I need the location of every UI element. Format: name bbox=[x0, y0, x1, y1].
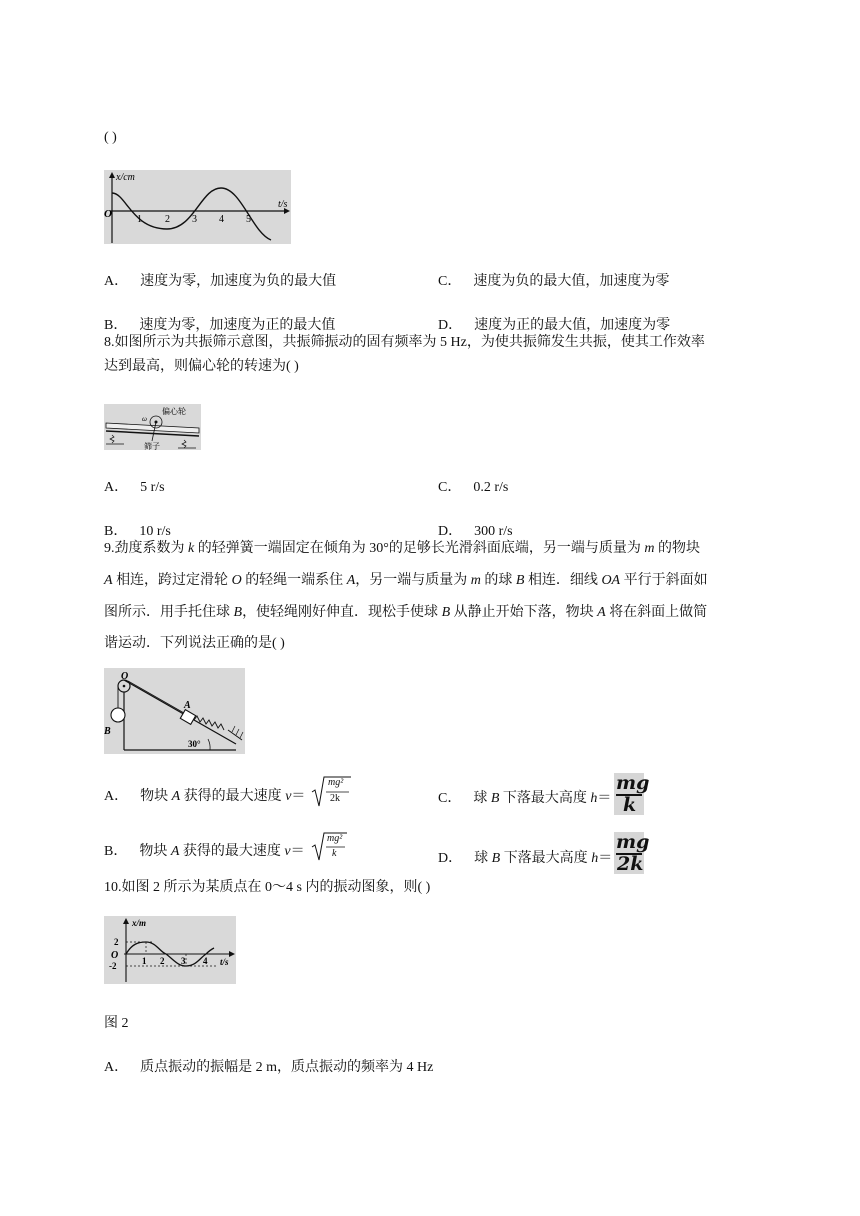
q10-tick-4: 4 bbox=[203, 956, 208, 966]
q9-var-B: B bbox=[233, 605, 243, 620]
q9-var-k: k bbox=[188, 541, 195, 556]
q8-stem-line2: 达到最高，则偏心轮的转速为( ) bbox=[104, 359, 299, 374]
q9-text: ，另一端与质量为 bbox=[355, 573, 471, 588]
q7-graph bbox=[104, 170, 291, 244]
q9-option-d-formula bbox=[614, 831, 650, 875]
q7-option-c-letter: C． bbox=[438, 274, 462, 289]
q9-option-d[interactable] bbox=[438, 847, 612, 867]
q9-equals: ＝ bbox=[597, 791, 612, 806]
q10-option-a[interactable] bbox=[104, 1056, 433, 1076]
q9-option-d-letter: D． bbox=[438, 851, 463, 866]
q9-var-A: A bbox=[346, 573, 356, 588]
q9-text: 物块 bbox=[139, 844, 171, 859]
q8-option-a-letter: A． bbox=[104, 480, 129, 495]
q9-option-b-denominator: k bbox=[332, 848, 337, 859]
q10-tick-3: 3 bbox=[181, 956, 186, 966]
q9-stem-line1 bbox=[104, 537, 700, 557]
q9-text: 的轻绳一端系住 bbox=[241, 573, 347, 588]
q9-text: 相连，跨过定滑轮 bbox=[112, 573, 232, 588]
q9-option-c-numerator: mg bbox=[616, 772, 650, 794]
q9-text: 获得的最大速度 bbox=[179, 844, 285, 859]
q7-tick-5: 5 bbox=[246, 214, 251, 225]
q9-option-d-denominator: 2k bbox=[617, 853, 644, 875]
q9-text: 图所示．用手托住球 bbox=[104, 605, 234, 620]
q7-stem-tail: ( ) bbox=[104, 130, 117, 145]
q9-var-A: A bbox=[597, 605, 606, 620]
q7-option-b-letter: B． bbox=[104, 318, 128, 333]
q8-option-d-text: 300 r/s bbox=[474, 524, 513, 539]
q8-option-a-text: 5 r/s bbox=[140, 480, 165, 495]
q9-var-A: A bbox=[170, 844, 180, 859]
q9-text: 的轻弹簧一端固定在倾角为 30°的足够长光滑斜面底端，另一端与质量为 bbox=[194, 541, 645, 556]
q9-text: 球 bbox=[473, 791, 491, 806]
q10-x-label: t/s bbox=[220, 957, 229, 967]
q9-text: 的物块 bbox=[654, 541, 700, 556]
q9-var-A: A bbox=[171, 789, 181, 804]
q8-option-c-letter: C． bbox=[438, 480, 462, 495]
q9-equals: ＝ bbox=[291, 789, 306, 804]
q9-text: 将在斜面上做简 bbox=[605, 605, 708, 620]
q8-stem-line1: 8.如图所示为共振筛示意图，共振筛振动的固有频率为 5 Hz，为使共振筛发生共振，使其工作效率 bbox=[104, 335, 705, 350]
q9-text: 9.劲度系数为 bbox=[104, 541, 188, 556]
q8-option-b-letter: B． bbox=[104, 524, 128, 539]
q7-tick-2: 2 bbox=[165, 214, 170, 225]
q9-var-B: B bbox=[491, 851, 501, 866]
q9-incline-figure bbox=[104, 668, 245, 754]
q10-graph bbox=[104, 916, 236, 984]
q9-var-B: B bbox=[441, 605, 451, 620]
q9-option-c-formula bbox=[614, 772, 650, 816]
q9-text: 从静止开始下落，物块 bbox=[450, 605, 598, 620]
q8-option-c[interactable] bbox=[438, 476, 508, 496]
q9-label-B: B bbox=[104, 726, 111, 737]
q9-option-b[interactable] bbox=[104, 840, 305, 860]
q10-tick-2: 2 bbox=[160, 956, 165, 966]
q8-label-sieve: 筛子 bbox=[144, 442, 160, 450]
q7-x-label: t/s bbox=[278, 199, 288, 210]
q9-stem-line2 bbox=[104, 569, 708, 589]
q7-option-a-letter: A． bbox=[104, 274, 129, 289]
q9-option-b-letter: B． bbox=[104, 844, 128, 859]
q7-tick-1: 1 bbox=[137, 214, 142, 225]
q8-label-omega: ω bbox=[142, 415, 147, 423]
q9-option-a-numerator: mg² bbox=[328, 777, 344, 788]
q9-var-m: m bbox=[470, 573, 481, 588]
q9-option-b-numerator: mg² bbox=[327, 833, 343, 844]
q9-option-a[interactable] bbox=[104, 785, 305, 805]
q8-option-b-text: 10 r/s bbox=[139, 524, 171, 539]
q7-y-label: x/cm bbox=[116, 172, 135, 183]
q9-text: 下落最大高度 bbox=[499, 791, 591, 806]
q9-stem-line4: 谐运动．下列说法正确的是( ) bbox=[104, 636, 285, 651]
q9-var-B: B bbox=[515, 573, 525, 588]
q9-option-c[interactable] bbox=[438, 787, 611, 807]
q8-option-a[interactable] bbox=[104, 476, 165, 496]
q9-var-B: B bbox=[490, 791, 500, 806]
q9-var-h: h bbox=[590, 791, 598, 806]
q9-var-m: m bbox=[644, 541, 655, 556]
q7-option-d-letter: D． bbox=[438, 318, 463, 333]
q8-option-c-text: 0.2 r/s bbox=[473, 480, 509, 495]
q9-var-OA: OA bbox=[601, 573, 621, 588]
q9-text: 相连．细线 bbox=[524, 573, 602, 588]
q7-option-c[interactable] bbox=[438, 270, 669, 290]
q7-option-c-text: 速度为负的最大值，加速度为零 bbox=[473, 274, 670, 289]
q9-var-O: O bbox=[231, 573, 242, 588]
q9-option-a-formula bbox=[311, 776, 351, 808]
q9-option-c-letter: C． bbox=[438, 791, 462, 806]
q9-var-h: h bbox=[591, 851, 599, 866]
q10-stem: 10.如图 2 所示为某质点在 0～4 s 内的振动图象，则( ) bbox=[104, 880, 431, 895]
q7-tick-3: 3 bbox=[192, 214, 197, 225]
q9-var-v: v bbox=[284, 844, 291, 859]
q9-option-a-letter: A． bbox=[104, 789, 129, 804]
q9-var-A: A bbox=[104, 573, 113, 588]
q9-label-O: O bbox=[121, 671, 129, 682]
q10-y-label: x/m bbox=[132, 918, 147, 928]
q7-option-b-text: 速度为零，加速度为正的最大值 bbox=[139, 318, 336, 333]
q10-origin: O bbox=[111, 950, 119, 961]
q9-var-v: v bbox=[285, 789, 292, 804]
q9-text: 球 bbox=[474, 851, 492, 866]
q9-label-A: A bbox=[184, 700, 191, 711]
q9-option-b-formula bbox=[311, 832, 347, 862]
q9-text: 物块 bbox=[140, 789, 172, 804]
q10-y-pos-tick: 2 bbox=[114, 937, 119, 947]
q10-tick-1: 1 bbox=[142, 956, 147, 966]
q8-option-d-letter: D． bbox=[438, 524, 463, 539]
q10-option-a-text: 质点振动的振幅是 2 m，质点振动的频率为 4 Hz bbox=[140, 1060, 434, 1075]
q9-option-d-numerator: mg bbox=[616, 831, 650, 853]
q8-label-wheel: 偏心轮 bbox=[162, 407, 186, 416]
q7-option-a-text: 速度为零，加速度为负的最大值 bbox=[140, 274, 337, 289]
q9-option-a-denominator: 2k bbox=[330, 793, 340, 804]
q8-sieve-figure bbox=[104, 404, 201, 450]
q10-option-a-letter: A． bbox=[104, 1060, 129, 1075]
q9-equals: ＝ bbox=[598, 851, 613, 866]
q10-y-neg-tick: -2 bbox=[109, 961, 117, 971]
q7-tick-4: 4 bbox=[219, 214, 224, 225]
q9-option-c-denominator: k bbox=[623, 794, 637, 816]
q9-stem-line3 bbox=[104, 601, 707, 621]
q7-option-d-text: 速度为正的最大值，加速度为零 bbox=[474, 318, 671, 333]
q7-origin: O bbox=[104, 208, 112, 220]
q9-text: 平行于斜面如 bbox=[620, 573, 708, 588]
q9-label-angle: 30° bbox=[188, 739, 201, 749]
q9-text: ，使轻绳刚好伸直．现松手使球 bbox=[242, 605, 442, 620]
q9-equals: ＝ bbox=[290, 844, 305, 859]
q9-text: 下落最大高度 bbox=[500, 851, 592, 866]
q9-text: 的球 bbox=[480, 573, 516, 588]
q7-option-a[interactable] bbox=[104, 270, 336, 290]
q10-figure-caption: 图 2 bbox=[104, 1016, 129, 1031]
q9-text: 获得的最大速度 bbox=[180, 789, 286, 804]
